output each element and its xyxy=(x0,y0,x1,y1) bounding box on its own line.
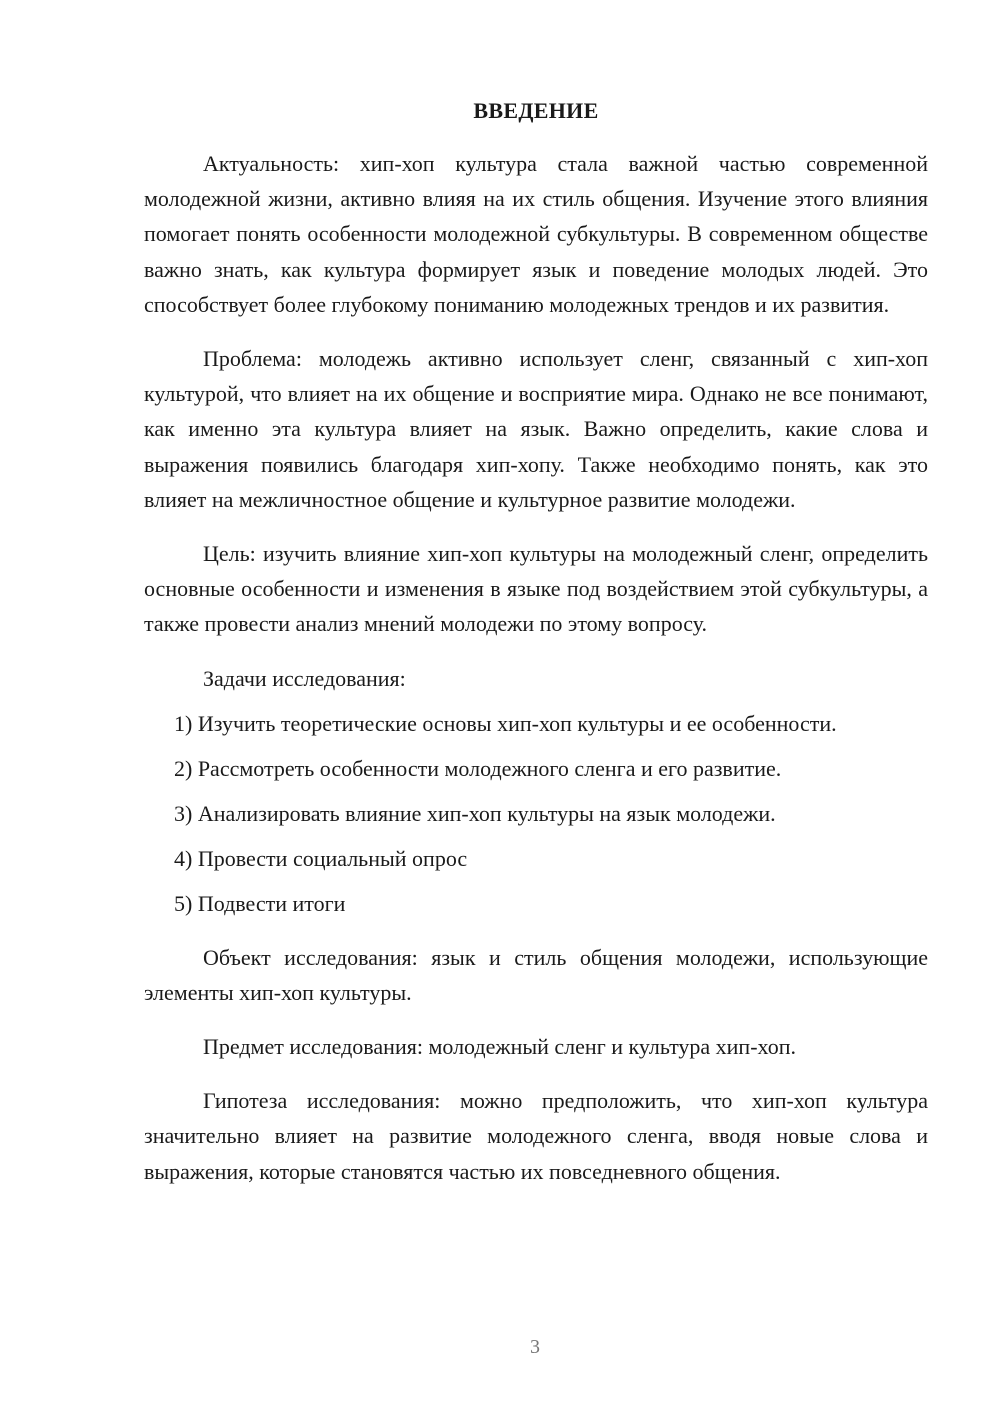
page-title: ВВЕДЕНИЕ xyxy=(473,98,599,123)
task-item: 1) Изучить теоретические основы хип-хоп культуры и ее особенности. xyxy=(174,710,837,736)
page-number: 3 xyxy=(530,1336,540,1358)
tasks-list xyxy=(144,706,928,921)
relevance-paragraph: Актуальность: хип-хоп культура стала важной частью современной молодежной жизни, активно влияя на их стиль общения. Изучение этого влияния помогает понять особенности молодежной субкультуры. В современном обществе важно знать, как культура формирует язык и поведение молодых людей. Это способствует более глубокому пониманию молодежных трендов и их развития. xyxy=(144,151,928,317)
subject-paragraph: Предмет исследования: молодежный сленг и культура хип-хоп. xyxy=(203,1034,796,1060)
page-content xyxy=(144,96,928,1208)
object-paragraph: Объект исследования: язык и стиль общения молодежи, использующие элементы хип-хоп культуры. xyxy=(144,944,928,1005)
tasks-heading: Задачи исследования: xyxy=(203,665,406,691)
problem-paragraph: Проблема: молодежь активно использует сленг, связанный с хип-хоп культурой, что влияет на их общение и восприятие мира. Однако не все понимают, как именно эта культура влияет на язык. Важно определить, какие слова и выражения появились благодаря хип-хопу. Также необходимо понять, как это влияет на межличностное общение и культурное развитие молодежи. xyxy=(144,346,928,512)
task-item: 2) Рассмотреть особенности молодежного сленга и его развитие. xyxy=(174,755,782,781)
goal-paragraph: Цель: изучить влияние хип-хоп культуры на молодежный сленг, определить основные особенности и изменения в языке под воздействием этой субкультуры, а также провести анализ мнений молодежи по этому вопросу. xyxy=(144,541,928,637)
task-item: 3) Анализировать влияние хип-хоп культуры на язык молодежи. xyxy=(174,800,776,826)
task-item: 4) Провести социальный опрос xyxy=(174,845,468,871)
hypothesis-paragraph: Гипотеза исследования: можно предположить, что хип-хоп культура значительно влияет на развитие молодежного сленга, вводя новые слова и выражения, которые становятся частью их повседневного общения. xyxy=(144,1088,928,1184)
task-item: 5) Подвести итоги xyxy=(174,890,346,916)
